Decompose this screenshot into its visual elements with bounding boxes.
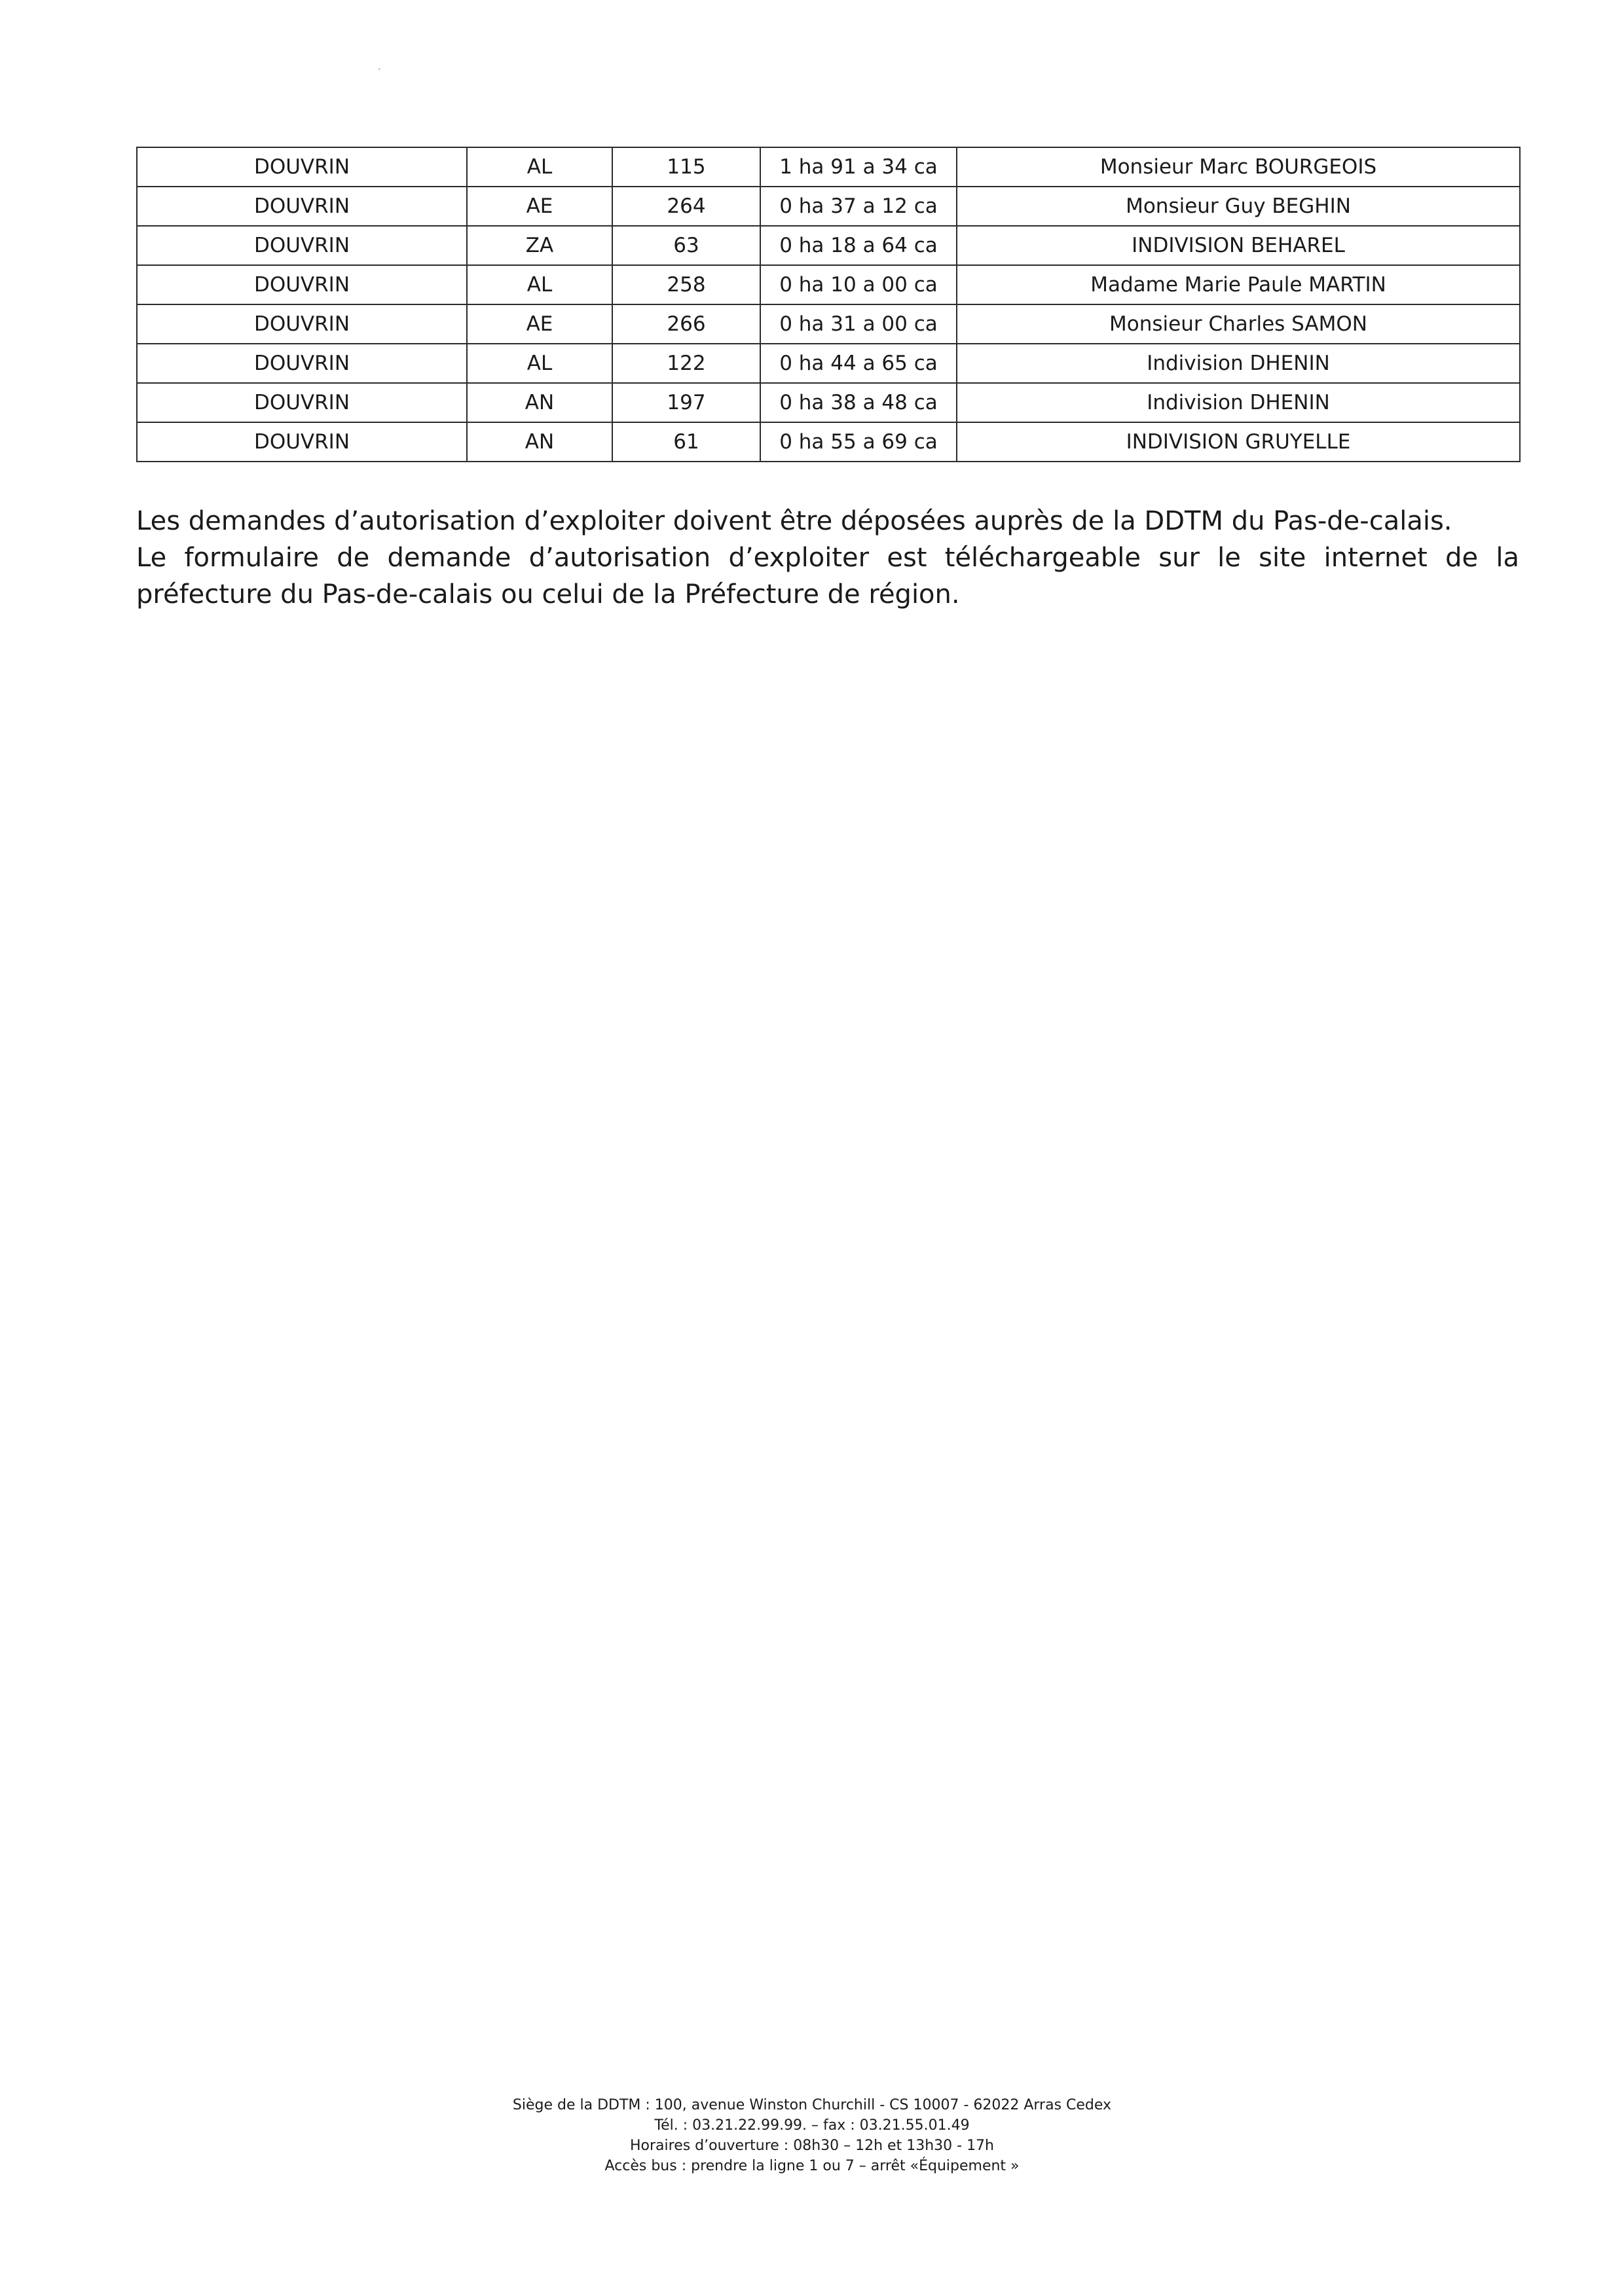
cell-proprietaire: Monsieur Charles SAMON xyxy=(957,304,1520,344)
cell-surface: 0 ha 38 a 48 ca xyxy=(760,383,957,422)
cell-proprietaire: Madame Marie Paule MARTIN xyxy=(957,265,1520,304)
table-row xyxy=(137,422,1520,462)
cell-surface: 0 ha 10 a 00 ca xyxy=(760,265,957,304)
footer-phone: Tél. : 03.21.22.99.99. – fax : 03.21.55.01.49 xyxy=(654,2117,970,2134)
cell-proprietaire: INDIVISION GRUYELLE xyxy=(957,422,1520,462)
cell-section: AN xyxy=(467,383,612,422)
cell-surface: 0 ha 31 a 00 ca xyxy=(760,304,957,344)
cell-commune: DOUVRIN xyxy=(137,304,467,344)
notice-line-formulaire: Le formulaire de demande d’autorisation d’exploiter est téléchargeable sur le site internet de la préfecture du Pas-de-calais ou celui de la Préfecture de région. xyxy=(136,543,1519,610)
footer-bus: Accès bus : prendre la ligne 1 ou 7 – arrêt «Équipement » xyxy=(604,2158,1020,2174)
cell-commune: DOUVRIN xyxy=(137,226,467,265)
notice-text xyxy=(136,503,1519,613)
table-row xyxy=(137,344,1520,383)
table-row xyxy=(137,187,1520,226)
cell-numero: 122 xyxy=(612,344,760,383)
cell-section: AL xyxy=(467,344,612,383)
cell-section: AE xyxy=(467,187,612,226)
table-row xyxy=(137,265,1520,304)
cell-proprietaire: Monsieur Guy BEGHIN xyxy=(957,187,1520,226)
cell-numero: 264 xyxy=(612,187,760,226)
cell-commune: DOUVRIN xyxy=(137,187,467,226)
cell-numero: 63 xyxy=(612,226,760,265)
parcel-table xyxy=(136,147,1521,462)
cell-proprietaire: Monsieur Marc BOURGEOIS xyxy=(957,147,1520,187)
table-row xyxy=(137,226,1520,265)
cell-section: AE xyxy=(467,304,612,344)
cell-commune: DOUVRIN xyxy=(137,383,467,422)
notice-line-depot: Les demandes d’autorisation d’exploiter doivent être déposées auprès de la DDTM du Pas-de-calais. xyxy=(136,506,1452,536)
table-row xyxy=(137,147,1520,187)
page-footer xyxy=(0,2095,1624,2176)
cell-surface: 0 ha 37 a 12 ca xyxy=(760,187,957,226)
footer-hours: Horaires d’ouverture : 08h30 – 12h et 13h30 - 17h xyxy=(629,2138,994,2154)
parcel-table-body xyxy=(137,147,1520,462)
cell-proprietaire: INDIVISION BEHAREL xyxy=(957,226,1520,265)
cell-surface: 0 ha 44 a 65 ca xyxy=(760,344,957,383)
cell-surface: 1 ha 91 a 34 ca xyxy=(760,147,957,187)
cell-proprietaire: Indivision DHENIN xyxy=(957,383,1520,422)
footer-address: Siège de la DDTM : 100, avenue Winston Churchill - CS 10007 - 62022 Arras Cedex xyxy=(512,2097,1112,2113)
cell-numero: 266 xyxy=(612,304,760,344)
cell-commune: DOUVRIN xyxy=(137,265,467,304)
cell-section: AL xyxy=(467,265,612,304)
cell-numero: 115 xyxy=(612,147,760,187)
cell-section: AN xyxy=(467,422,612,462)
cell-numero: 197 xyxy=(612,383,760,422)
cell-proprietaire: Indivision DHENIN xyxy=(957,344,1520,383)
cell-numero: 258 xyxy=(612,265,760,304)
cell-section: ZA xyxy=(467,226,612,265)
table-row xyxy=(137,383,1520,422)
cell-commune: DOUVRIN xyxy=(137,344,467,383)
cell-commune: DOUVRIN xyxy=(137,422,467,462)
cell-commune: DOUVRIN xyxy=(137,147,467,187)
cell-numero: 61 xyxy=(612,422,760,462)
cell-surface: 0 ha 18 a 64 ca xyxy=(760,226,957,265)
table-row xyxy=(137,304,1520,344)
scan-speck xyxy=(378,68,380,70)
cell-section: AL xyxy=(467,147,612,187)
cell-surface: 0 ha 55 a 69 ca xyxy=(760,422,957,462)
